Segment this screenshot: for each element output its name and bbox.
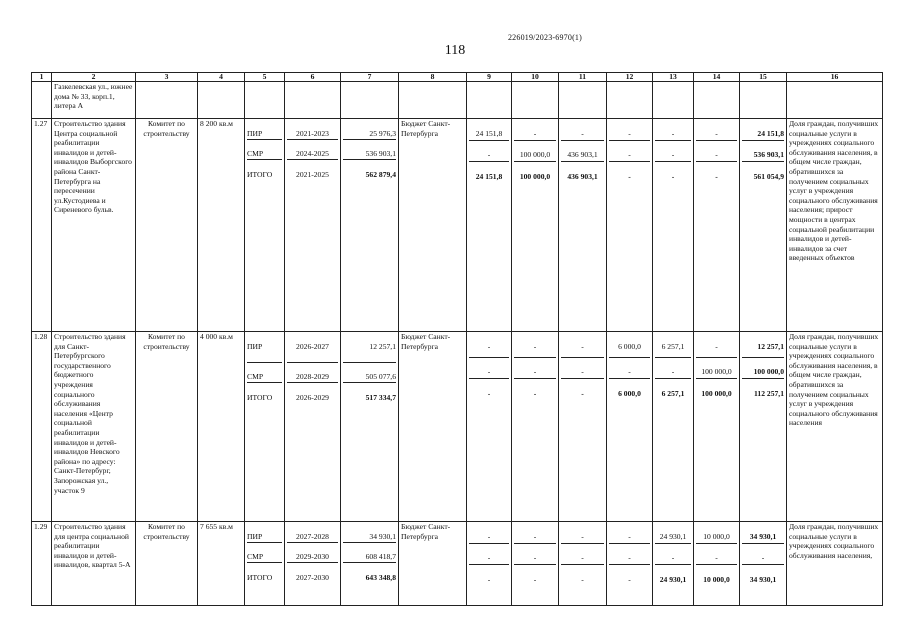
period: 2027-2030 (296, 572, 329, 582)
amount: - (514, 532, 556, 544)
amount: 100 000,0 (742, 367, 784, 379)
amount: - (561, 129, 604, 141)
cost: 505 077,6 (343, 372, 396, 383)
amount: - (561, 367, 604, 379)
year-cell (607, 119, 653, 332)
amount: - (514, 553, 556, 565)
cost: 34 930,1 (343, 532, 396, 543)
amount: - (469, 532, 509, 544)
amount-total: - (628, 171, 631, 181)
amount-total: 436 903,1 (567, 171, 598, 181)
total-cell (740, 119, 787, 332)
executor: Комитет по строительству (136, 119, 198, 332)
funding-source: Бюджет Санкт-Петербурга (399, 522, 467, 606)
amount: - (561, 553, 604, 565)
column-number: 1 (32, 73, 52, 82)
year-cell (512, 332, 559, 522)
amount: - (696, 150, 737, 162)
expected-result: Доля граждан, получивших социальные услуги в учреждениях социального обслуживания населения, в общем числе граждан, обратившихся за получением социальных услуг в учреждения социального обслуживания населения; прирост мощности в центрах социальной реабилитации инвалидов и детей-инвалидов за счет введенных объектов (787, 119, 883, 332)
amount: - (514, 129, 556, 141)
funding-source: Бюджет Санкт-Петербурга (399, 332, 467, 522)
period: 2021-2023 (287, 129, 338, 140)
year-cell (694, 522, 740, 606)
amount-total: - (487, 388, 491, 398)
table-row-continuation (32, 82, 883, 119)
cost: 608 418,7 (343, 552, 396, 563)
cost-total: 562 879,4 (365, 169, 396, 179)
amount: - (609, 532, 650, 544)
year-cell (607, 332, 653, 522)
amount-total: 561 054,9 (753, 171, 784, 181)
amount-total: - (671, 171, 675, 181)
document-registration-number: 226019/2023-6970(1) (507, 33, 582, 42)
expected-result: Доля граждан, получивших социальные услуги в учреждениях социального обслуживания населения, (787, 522, 883, 606)
column-number: 16 (787, 73, 883, 82)
program-activities-table (31, 72, 883, 606)
amount-total: 6 000,0 (618, 388, 641, 398)
year-cell (559, 522, 607, 606)
amount: 536 903,1 (742, 150, 784, 162)
year-cell (607, 522, 653, 606)
stage-cell (245, 522, 285, 606)
amount: - (696, 129, 737, 141)
activity-name: Строительство здания для центра социальной реабилитации инвалидов и детей-инвалидов, квартал 5-А (52, 522, 136, 606)
period-cell (285, 119, 341, 332)
year-cell (467, 332, 512, 522)
stage-label: ПИР (247, 342, 282, 363)
amount-total: 6 257,1 (661, 388, 685, 398)
activity-name: Строительство здания для Санкт-Петербургского государственного бюджетного учреждения социального обслуживания населения «Центр социальной реабилитации инвалидов и детей-инвалидов Невского района» по адресу: Санкт-Петербург, Запорожская ул., участок 9 (52, 332, 136, 522)
column-number: 14 (694, 73, 740, 82)
activity-name: Строительство здания Центра социальной реабилитации инвалидов и детей-инвалидов Выборгского района Санкт-Петербурга на пересечении ул.Кустодиева и Сиреневого бульв. (52, 119, 136, 332)
amount-total: - (533, 574, 537, 584)
amount: - (655, 553, 691, 565)
amount: - (609, 367, 650, 379)
cost-cell (341, 119, 399, 332)
stage-label: ПИР (247, 532, 282, 543)
stage-label: СМР (247, 372, 282, 383)
amount: - (655, 129, 691, 141)
period: 2026-2029 (296, 392, 329, 402)
amount-total: 100 000,0 (519, 171, 551, 181)
amount: - (514, 367, 556, 379)
amount: 6 257,1 (655, 342, 691, 358)
amount-total: 112 257,1 (754, 388, 784, 398)
capacity: 7 655 кв.м (198, 522, 245, 606)
amount: - (696, 342, 737, 358)
stage-label: ПИР (247, 129, 282, 140)
period: 2028-2029 (287, 372, 338, 383)
year-cell (694, 119, 740, 332)
period: 2027-2028 (287, 532, 338, 543)
cost-total: 643 348,8 (365, 572, 396, 582)
amount: - (514, 342, 556, 358)
row-number: 1.27 (32, 119, 52, 332)
cost: 12 257,1 (343, 342, 396, 363)
row-number: 1.29 (32, 522, 52, 606)
amount: 6 000,0 (609, 342, 650, 358)
amount-total: 34 930,1 (749, 574, 777, 584)
amount: - (469, 342, 509, 358)
period: 2026-2027 (287, 342, 338, 363)
stage-cell (245, 119, 285, 332)
amount: 34 930,1 (742, 532, 784, 544)
amount: - (655, 150, 691, 162)
table-row (32, 522, 883, 606)
page-number: 118 (444, 43, 466, 58)
column-number: 6 (285, 73, 341, 82)
period: 2021-2025 (296, 169, 329, 179)
year-cell (467, 119, 512, 332)
column-number: 13 (653, 73, 694, 82)
year-cell (467, 522, 512, 606)
year-cell (653, 522, 694, 606)
amount-total: - (533, 388, 537, 398)
total-cell (740, 522, 787, 606)
amount: 24 151,8 (742, 129, 784, 141)
year-cell (694, 332, 740, 522)
stage-label: ИТОГО (247, 392, 273, 402)
cost: 25 976,3 (343, 129, 396, 140)
amount: 12 257,1 (742, 342, 784, 358)
executor: Комитет по строительству (136, 332, 198, 522)
table-row (32, 332, 883, 522)
column-number: 4 (198, 73, 245, 82)
column-number: 12 (607, 73, 653, 82)
column-number: 5 (245, 73, 285, 82)
amount: 436 903,1 (561, 150, 604, 162)
stage-label: СМР (247, 552, 282, 563)
expected-result: Доля граждан, получивших социальные услуги в учреждениях социального обслуживания населения, в общем числе граждан, обратившихся за получением социальных услуг в учреждения социального обслуживания населения (787, 332, 883, 522)
cost-cell (341, 522, 399, 606)
period-cell (285, 522, 341, 606)
year-cell (653, 332, 694, 522)
amount: 10 000,0 (696, 532, 737, 544)
funding-source: Бюджет Санкт-Петербурга (399, 119, 467, 332)
amount-total: - (715, 171, 718, 181)
amount: 24 151,8 (469, 129, 509, 141)
column-number: 3 (136, 73, 198, 82)
total-cell (740, 332, 787, 522)
column-number-row (32, 73, 883, 82)
column-number: 9 (467, 73, 512, 82)
amount-total: 24 151,8 (475, 171, 503, 181)
amount-total: 24 930,1 (659, 574, 687, 584)
capacity: 4 000 кв.м (198, 332, 245, 522)
cost-total: 517 334,7 (365, 392, 396, 402)
activity-name: Газкелевская ул., южнее дома № 33, корп.1, литера А (52, 82, 136, 119)
amount: - (561, 532, 604, 544)
column-number: 11 (559, 73, 607, 82)
cost: 536 903,1 (343, 149, 396, 160)
year-cell (653, 119, 694, 332)
amount-total: 10 000,0 (703, 574, 730, 584)
stage-label: СМР (247, 149, 282, 160)
stage-label: ИТОГО (247, 572, 273, 582)
amount-total: 100 000,0 (701, 388, 732, 398)
amount-total: - (581, 388, 584, 398)
amount-total: - (487, 574, 491, 584)
amount: - (609, 150, 650, 162)
amount: - (609, 553, 650, 565)
column-number: 7 (341, 73, 399, 82)
amount: - (696, 553, 737, 565)
period: 2029-2030 (287, 552, 338, 563)
amount: - (609, 129, 650, 141)
capacity: 8 200 кв.м (198, 119, 245, 332)
stage-cell (245, 332, 285, 522)
amount-total: - (628, 574, 631, 584)
cost-cell (341, 332, 399, 522)
year-cell (559, 332, 607, 522)
amount: - (469, 553, 509, 565)
period: 2024-2025 (287, 149, 338, 160)
column-number: 2 (52, 73, 136, 82)
amount: - (469, 150, 509, 162)
amount: - (655, 367, 691, 379)
column-number: 8 (399, 73, 467, 82)
table-row (32, 119, 883, 332)
amount: - (469, 367, 509, 379)
amount-total: - (581, 574, 584, 584)
period-cell (285, 332, 341, 522)
amount: - (742, 553, 784, 565)
amount: 24 930,1 (655, 532, 691, 544)
column-number: 15 (740, 73, 787, 82)
year-cell (512, 119, 559, 332)
amount: 100 000,0 (696, 367, 737, 379)
executor: Комитет по строительству (136, 522, 198, 606)
year-cell (559, 119, 607, 332)
amount: - (561, 342, 604, 358)
row-number: 1.28 (32, 332, 52, 522)
stage-label: ИТОГО (247, 169, 273, 179)
column-number: 10 (512, 73, 559, 82)
amount: 100 000,0 (514, 150, 556, 162)
year-cell (512, 522, 559, 606)
